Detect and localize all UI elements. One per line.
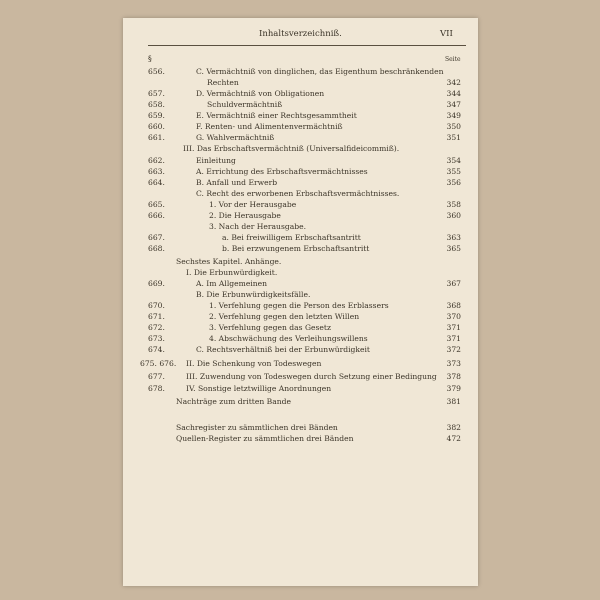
- toc-entry-title: Einleitung: [196, 156, 236, 165]
- toc-page-number: 351: [446, 133, 461, 142]
- toc-section-number: 671.: [148, 312, 165, 321]
- toc-entry-title: Schuldvermächtniß: [207, 100, 283, 109]
- toc-entry-title: A. Errichtung des Erbschaftsvermächtnisses: [196, 167, 368, 176]
- register-page-number: 382: [446, 423, 461, 432]
- toc-section-number: 668.: [148, 244, 165, 253]
- toc-entry-title: I. Die Erbunwürdigkeit.: [186, 268, 278, 277]
- register-title: Sachregister zu sämmtlichen drei Bänden: [176, 423, 338, 432]
- toc-page-number: 368: [446, 301, 461, 310]
- page-number: VII: [440, 29, 453, 39]
- toc-entry-title: Sechstes Kapitel. Anhänge.: [176, 257, 282, 266]
- toc-section-number: 657.: [148, 89, 165, 98]
- toc-entry-title: C. Recht des erworbenen Erbschaftsvermächtnisses.: [196, 189, 400, 198]
- header-rule: [148, 45, 466, 46]
- toc-section-number: 675. 676.: [140, 359, 177, 368]
- toc-page-number: 373: [446, 359, 461, 368]
- toc-page-number: 370: [446, 312, 461, 321]
- toc-entry-title: 2. Verfehlung gegen den letzten Willen: [209, 312, 360, 321]
- toc-entry-title: 1. Vor der Herausgabe: [209, 200, 297, 209]
- section-column-header: §: [148, 54, 152, 63]
- toc-entry-title: E. Vermächtniß einer Rechtsgesammtheit: [196, 111, 357, 120]
- page-column-header: Seite: [445, 56, 461, 63]
- toc-section-number: 661.: [148, 133, 165, 142]
- toc-section-number: 674.: [148, 345, 165, 354]
- toc-page-number: 381: [446, 397, 461, 406]
- toc-entry-title: A. Im Allgemeinen: [196, 279, 268, 288]
- toc-page-number: 356: [446, 178, 461, 187]
- toc-section-number: 662.: [148, 156, 165, 165]
- toc-page-number: 371: [446, 334, 461, 343]
- toc-entry-title: b. Bei erzwungenem Erbschaftsantritt: [222, 244, 370, 253]
- toc-entry-title: B. Die Erbunwürdigkeitsfälle.: [196, 290, 311, 299]
- toc-section-number: 660.: [148, 122, 165, 131]
- toc-section-number: 677.: [148, 372, 165, 381]
- toc-section-number: 672.: [148, 323, 165, 332]
- toc-entry-title: 3. Verfehlung gegen das Gesetz: [209, 323, 331, 332]
- toc-entry-title: 3. Nach der Herausgabe.: [209, 222, 307, 231]
- toc-entry-title: Rechten: [207, 78, 239, 87]
- toc-page-number: 363: [446, 233, 461, 242]
- toc-entry-title: III. Das Erbschaftsvermächtniß (Universalfideicommiß).: [183, 144, 400, 153]
- toc-section-number: 667.: [148, 233, 165, 242]
- toc-page-number: 365: [446, 244, 461, 253]
- toc-page-number: 349: [446, 111, 461, 120]
- toc-entry-title: a. Bei freiwilligem Erbschaftsantritt: [222, 233, 361, 242]
- toc-section-number: 658.: [148, 100, 165, 109]
- toc-section-number: 669.: [148, 279, 165, 288]
- toc-entry-title: C. Rechtsverhältniß bei der Erbunwürdigkeit: [196, 345, 370, 354]
- toc-entry-title: IV. Sonstige letztwillige Anordnungen: [186, 384, 332, 393]
- toc-page-number: 354: [446, 156, 461, 165]
- toc-page-number: 371: [446, 323, 461, 332]
- toc-entry-title: Nachträge zum dritten Bande: [176, 397, 291, 406]
- toc-entry-title: D. Vermächtniß von Obligationen: [196, 89, 325, 98]
- toc-entry-title: 4. Abschwächung des Verleihungswillens: [209, 334, 368, 343]
- toc-section-number: 664.: [148, 178, 165, 187]
- toc-page-number: 342: [446, 78, 461, 87]
- toc-section-number: 678.: [148, 384, 165, 393]
- running-header-title: Inhaltsverzeichniß.: [259, 29, 342, 39]
- toc-section-number: 659.: [148, 111, 165, 120]
- toc-section-number: 665.: [148, 200, 165, 209]
- toc-page-number: 378: [446, 372, 461, 381]
- toc-entry-title: C. Vermächtniß von dinglichen, das Eigenthum beschränkenden: [196, 67, 444, 76]
- toc-page-number: 355: [446, 167, 461, 176]
- toc-page-number: 372: [446, 345, 461, 354]
- toc-section-number: 663.: [148, 167, 165, 176]
- toc-page-number: 350: [446, 122, 461, 131]
- toc-entry-title: F. Renten- und Alimentenvermächtniß: [196, 122, 343, 131]
- toc-page-number: 367: [446, 279, 461, 288]
- toc-entry-title: 1. Verfehlung gegen die Person des Erblassers: [209, 301, 389, 310]
- toc-page-number: 358: [446, 200, 461, 209]
- toc-page-number: 344: [446, 89, 461, 98]
- toc-page-number: 347: [446, 100, 461, 109]
- toc-page-number: 379: [446, 384, 461, 393]
- toc-section-number: 666.: [148, 211, 165, 220]
- toc-entry-title: B. Anfall und Erwerb: [196, 178, 278, 187]
- toc-entry-title: G. Wahlvermächtniß: [196, 133, 275, 142]
- toc-entry-title: II. Die Schenkung von Todeswegen: [186, 359, 322, 368]
- toc-page-number: 360: [446, 211, 461, 220]
- register-page-number: 472: [446, 434, 461, 443]
- toc-section-number: 656.: [148, 67, 165, 76]
- register-title: Quellen-Register zu sämmtlichen drei Bänden: [176, 434, 354, 443]
- toc-entry-title: 2. Die Herausgabe: [209, 211, 281, 220]
- toc-section-number: 670.: [148, 301, 165, 310]
- toc-entry-title: III. Zuwendung von Todeswegen durch Setzung einer Bedingung: [186, 372, 437, 381]
- toc-section-number: 673.: [148, 334, 165, 343]
